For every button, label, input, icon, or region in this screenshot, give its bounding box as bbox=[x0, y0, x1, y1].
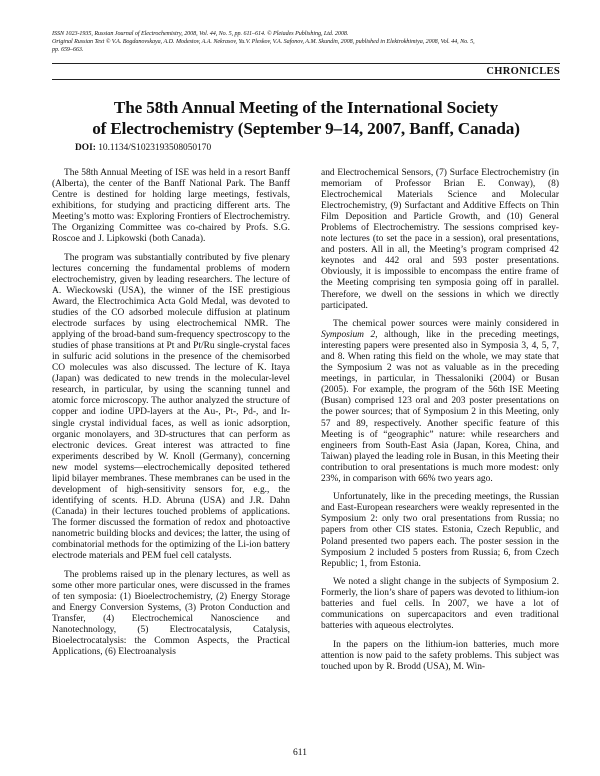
right-paragraph-4: We noted a slight change in the subjects of Symposium 2. Formerly, the lion’s share of papers was devoted to lithium-ion batteries and fuel cells. In 2007, we have a lot of communications on supercapacitors and even traditional batteries with aqueous electrolytes. bbox=[321, 577, 559, 632]
title-line-2: of Electrochemistry (September 9–14, 2007, Banff, Canada) bbox=[92, 119, 520, 138]
left-paragraph-2: The program was substantially contributed by five plenary lectures concerning the fundamental problems of modern electrochemistry, given by leading researchers. The lecture of A. Wieckowski (USA), the winner of the ISE prestigious Award, the Electrochimica Acta Gold Medal, was devoted to studies of the CO adsorbed molecule diffusion at platinum electrode surfaces by using electrochemical NMR. The applying of the broad-band sum-frequency spectroscopy to the studies of phase transitions at Pt and Pt/Ru single-crystal faces in sulfuric acid solutions in the presence of the chemisorbed CO molecules was also discussed. The lecture of K. Itaya (Japan) was dedicated to new trends in the molecular-level research, in particular, by using the scanning tunnel and atomic force microscopy. The author analyzed the structure of copper and iodine UPD-layers at the Au-, Pt-, Pd-, and Ir-single crystal individual faces, as well as ionic adsorption, organic monolayers, and 3D-structures that can perform as electronic devices. Great interest was attracted to fine experiments described by W. Knoll (Germany), concerning new model systems—electrochemically deposited tethered lipid bilayer membranes. These membranes can be used in the development of high-sensitivity sensors for, e.g., the identifying of scents. H.D. Abruna (USA) and J.R. Dahn (Canada) in their lectures touched problems of applications. The former discussed the formation of redox and photoactive nanometric building blocks and devices; the latter, the using of combinatorial methods for the optimizing of the Li-ion battery electrode materials and PEM fuel cell catalysts. bbox=[52, 252, 290, 562]
doi-label: DOI: bbox=[75, 143, 96, 153]
article-title bbox=[52, 97, 560, 139]
doi-line bbox=[75, 143, 475, 153]
symposium-2-emphasis: Symposium 2 bbox=[321, 330, 376, 341]
right-paragraph-2-rest: , although, like in the preceding meetings, interesting papers were presented also in Symposia 3, 4, 5, 7, and 8. When rating this field on the whole, we may state that the Symposium 2 was not as valuable as in the preceding meetings, in particular, in Thessaloniki (2004) or Busan (2005). For example, the program of the 56th ISE Meeting (Busan) comprised 123 oral and 203 poster presentations on the power sources; that of Symposium 2 in this Meeting, only 57 and 89, respectively. Another specific feature of this Meeting is of “geographic” nature: while researchers and engineers from South-East Asia (Japan, Korea, China, and Taiwan) played the leading role in Busan, in this Meeting their contribution to oral presentations is much more modest: only 23%, in comparison with 66% two years ago. bbox=[321, 330, 559, 484]
left-paragraph-3: The problems raised up in the plenary lectures, as well as some other more particular ones, were discussed in the frames of ten symposia: (1) Bioelectrochemistry, (2) Energy Storage and Energy Conversion Systems, (3) Proton Conduction and Transfer, (4) Electrochemical Nanoscience and Nanotechnology, (5) Electrocatalysis, Catalysis, Bioelectrocatalysis: the Common Aspects, the Practical Applications, (6) Electroanalysis bbox=[52, 569, 290, 657]
page-number: 611 bbox=[293, 748, 307, 758]
journal-header bbox=[52, 30, 560, 54]
header-line-3: pp. 659–663. bbox=[52, 47, 84, 53]
header-line-1: ISSN 1023-1935, Russian Journal of Electrochemistry, 2008, Vol. 44, No. 5, pp. 611–614. © Pleiades Publishing, Ltd. 2008. bbox=[52, 31, 349, 37]
header-rule-bottom bbox=[52, 79, 560, 80]
right-paragraph-2-start: The chemical power sources were mainly considered in bbox=[333, 319, 559, 330]
doi-value[interactable]: 10.1134/S1023193508050170 bbox=[98, 143, 212, 153]
right-paragraph-2 bbox=[321, 319, 559, 485]
right-column bbox=[321, 168, 559, 673]
right-paragraph-3: Unfortunately, like in the preceding meetings, the Russian and East-European researchers were weakly represented in the Symposium 2: only two oral presentations from Russia; no papers from other CIS states. Estonia, Czech Republic, and Poland presented two papers each. The poster session in the Symposium 2 included 5 posters from Russia; 6, from Czech Republic; 1, from Estonia. bbox=[321, 492, 559, 569]
section-label: CHRONICLES bbox=[486, 66, 560, 77]
title-line-1: The 58th Annual Meeting of the International Society bbox=[113, 98, 499, 117]
left-column bbox=[52, 168, 290, 658]
header-rule-top bbox=[52, 63, 560, 64]
right-paragraph-1: and Electrochemical Sensors, (7) Surface Electrochemistry (in memoriam of Professor Brian E. Conway), (8) Electrochemical Materials Science and Molecular Electrochemistry, (9) Surfactant and Additive Effects on Thin Film Deposition and Particle Growth, and (10) General Problems of Electrochemistry. The sessions comprised key-note lectures (to set the pace in a session), oral presentations, and posters. All in all, the Meeting’s program comprised 42 keynotes and 442 oral and 593 poster presentations. Obviously, it is impossible to encompass the entire frame of the Meeting comprising ten symposia going off in parallel. Therefore, we dwell on the sessions in which we directly participated. bbox=[321, 168, 559, 311]
left-paragraph-1: The 58th Annual Meeting of ISE was held in a resort Banff (Alberta), the center of the Banff National Park. The Banff Centre is destined for holding large meetings, festivals, exhibitions, for studying and practicing different arts. The Meeting’s motto was: Exploring Frontiers of Electrochemistry. The Organizing Committee was co-chaired by Profs. S.G. Roscoe and J. Lipkowski (both Canada). bbox=[52, 168, 290, 245]
right-paragraph-5: In the papers on the lithium-ion batteries, much more attention is now paid to the safety problems. This subject was touched upon by R. Brodd (USA), M. Win- bbox=[321, 639, 559, 672]
header-line-2: Original Russian Text © V.A. Bogdanovskaya, A.D. Modestov, A.A. Nekrasov, Yu.V. Pleskov, V.A. Safonov, A.M. Skundin, 2008, published in Elektrokhimiya, 2008, Vol. 44, No. 5, bbox=[52, 39, 475, 45]
